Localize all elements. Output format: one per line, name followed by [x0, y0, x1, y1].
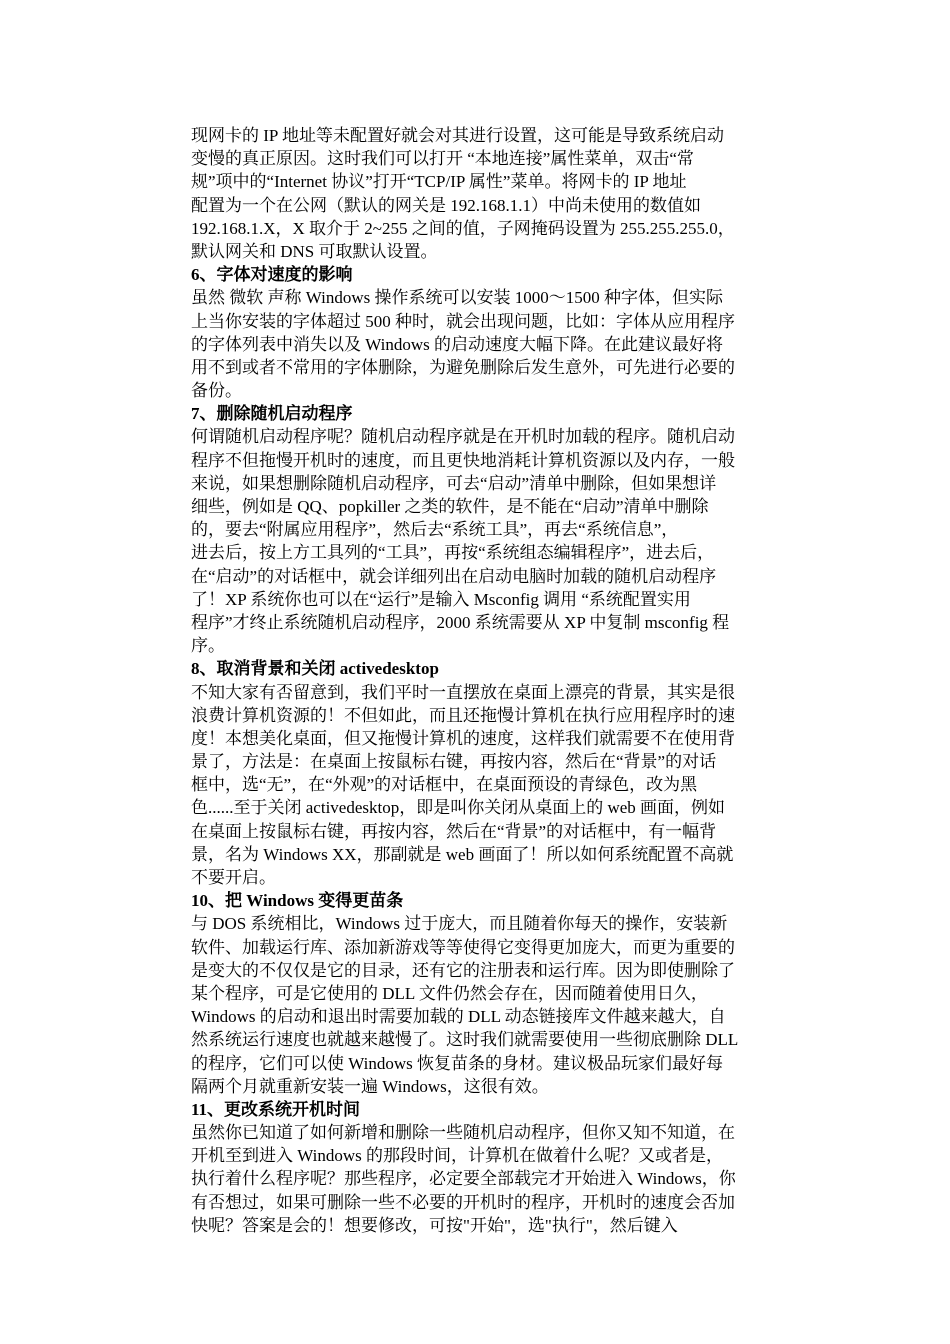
paragraph-line: 程序不但拖慢开机时的速度，而且更快地消耗计算机资源以及内存，一般 — [191, 450, 735, 470]
paragraph — [191, 681, 831, 890]
paragraph-line: 在桌面上按鼠标右键，再按内容，然后在“背景”的对话框中，有一幅背 — [191, 821, 717, 841]
paragraph — [191, 286, 831, 402]
section-heading — [191, 657, 831, 680]
heading-text: 6、字体对速度的影响 — [191, 265, 353, 285]
paragraph-line: 的，要去“附属应用程序”，然后去“系统工具”，再去“系统信息”， — [191, 520, 679, 540]
paragraph-line: 默认网关和 DNS 可取默认设置。 — [191, 241, 438, 261]
section-heading — [191, 263, 831, 286]
paragraph-line: 了！XP 系统你也可以在“运行”是输入 Msconfig 调用 “系统配置实用 — [191, 589, 691, 609]
paragraph-line: 细些，例如是 QQ、popkiller 之类的软件，是不能在“启动”清单中删除 — [191, 497, 709, 516]
paragraph-line: 现网卡的 IP 地址等未配置好就会对其进行设置，这可能是导致系统启动 — [191, 126, 724, 145]
paragraph-line: 色......至于关闭 activedesktop，即是叫你关闭从桌面上的 web 画面，例如 — [191, 798, 726, 818]
paragraph-line: 浪费计算机资源的！不但如此，而且还拖慢计算机在执行应用程序时的速 — [191, 705, 735, 725]
paragraph-line: 开机至到进入 Windows 的那段时间，计算机在做着什么呢？又或者是， — [191, 1146, 723, 1166]
paragraph-line: 景，名为 Windows XX，那副就是 web 画面了！所以如何系统配置不高就 — [191, 844, 734, 864]
paragraph-line: 景了，方法是：在桌面上按鼠标右键，再按内容，然后在“背景”的对话 — [191, 752, 717, 772]
paragraph-line: 在“启动”的对话框中，就会详细列出在启动电脑时加载的随机启动程序 — [191, 566, 717, 586]
paragraph — [191, 1121, 831, 1237]
paragraph-line: 何谓随机启动程序呢？随机启动程序就是在开机时加载的程序。随机启动 — [191, 427, 735, 447]
section-heading — [191, 889, 831, 912]
paragraph-line: 不知大家有否留意到，我们平时一直摆放在桌面上漂亮的背景，其实是很 — [191, 682, 735, 702]
paragraph-line: 某个程序，可是它使用的 DLL 文件仍然会存在，因而随着使用日久， — [191, 983, 708, 1003]
paragraph-line: 配置为一个在公网（默认的网关是 192.168.1.1）中尚未使用的数值如 — [191, 195, 701, 215]
paragraph-line: 进去后，按上方工具列的“工具”，再按“系统组态编辑程序”，进去后， — [191, 543, 715, 563]
paragraph-line: 的字体列表中消失以及 Windows 的启动速度大幅下降。在此建议最好将 — [191, 334, 723, 354]
paragraph-line: 执行着什么程序呢？那些程序，必定要全部载完才开始进入 Windows，你 — [191, 1169, 736, 1189]
paragraph-line: 虽然 微软 声称 Windows 操作系统可以安装 1000～1500 种字体，但实际 — [191, 288, 723, 308]
paragraph-line: 与 DOS 系统相比，Windows 过于庞大，而且随着你每天的操作，安装新 — [191, 914, 728, 934]
paragraph-line: 框中，选“无”，在“外观”的对话框中，在桌面预设的青绿色，改为黑 — [191, 775, 698, 795]
paragraph-line: 然系统运行速度也就越来越慢了。这时我们就需要使用一些彻底删除 DLL — [191, 1030, 739, 1050]
paragraph-line: 程序”才终止系统随机启动程序，2000 系统需要从 XP 中复制 msconfig 程 — [191, 612, 730, 632]
heading-text: 11、更改系统开机时间 — [191, 1099, 361, 1119]
paragraph-line: 上当你安装的字体超过 500 种时，就会出现问题，比如：字体从应用程序 — [191, 311, 735, 331]
paragraph — [191, 124, 831, 263]
paragraph — [191, 425, 831, 657]
paragraph-line: Windows 的启动和退出时需要加载的 DLL 动态链接库文件越来越大，自 — [191, 1007, 726, 1027]
paragraph-line: 隔两个月就重新安装一遍 Windows，这很有效。 — [191, 1076, 549, 1096]
paragraph-line: 用不到或者不常用的字体删除，为避免删除后发生意外，可先进行必要的 — [191, 357, 735, 377]
paragraph-line: 软件、加载运行库、添加新游戏等等使得它变得更加庞大，而更为重要的 — [191, 937, 735, 957]
paragraph-line: 是变大的不仅仅是它的目录，还有它的注册表和运行库。因为即使删除了 — [191, 960, 735, 980]
paragraph-line: 192.168.1.X，X 取介于 2~255 之间的值，子网掩码设置为 255.255.255.0， — [191, 218, 735, 238]
heading-text: 10、把 Windows 变得更苗条 — [191, 891, 404, 911]
paragraph — [191, 912, 831, 1098]
paragraph-line: 不要开启。 — [191, 868, 276, 887]
paragraph-line: 的程序，它们可以使 Windows 恢复苗条的身材。建议极品玩家们最好每 — [191, 1053, 723, 1073]
document-body — [191, 124, 831, 1237]
paragraph-line: 来说，如果想删除随机启动程序，可去“启动”清单中删除，但如果想详 — [191, 473, 717, 493]
paragraph-line: 变慢的真正原因。这时我们可以打开 “本地连接”属性菜单，双击“常 — [191, 149, 694, 169]
paragraph-line: 度！本想美化桌面，但又拖慢计算机的速度，这样我们就需要不在使用背 — [191, 728, 735, 748]
section-heading — [191, 1098, 831, 1121]
paragraph-line: 规”项中的“Internet 协议”打开“TCP/IP 属性”菜单。将网卡的 IP 地址 — [191, 172, 687, 192]
heading-text: 8、取消背景和关闭 activedesktop — [191, 659, 439, 679]
section-heading — [191, 402, 831, 425]
paragraph-line: 有否想过，如果可删除一些不必要的开机时的程序，开机时的速度会否加 — [191, 1192, 735, 1212]
paragraph-line: 快呢？答案是会的！想要修改，可按"开始"，选"执行"，然后键入 — [191, 1215, 678, 1235]
heading-text: 7、删除随机启动程序 — [191, 404, 353, 424]
paragraph-line: 序。 — [191, 636, 225, 656]
paragraph-line: 虽然你已知道了如何新增和删除一些随机启动程序，但你又知不知道，在 — [191, 1123, 735, 1143]
paragraph-line: 备份。 — [191, 381, 242, 401]
